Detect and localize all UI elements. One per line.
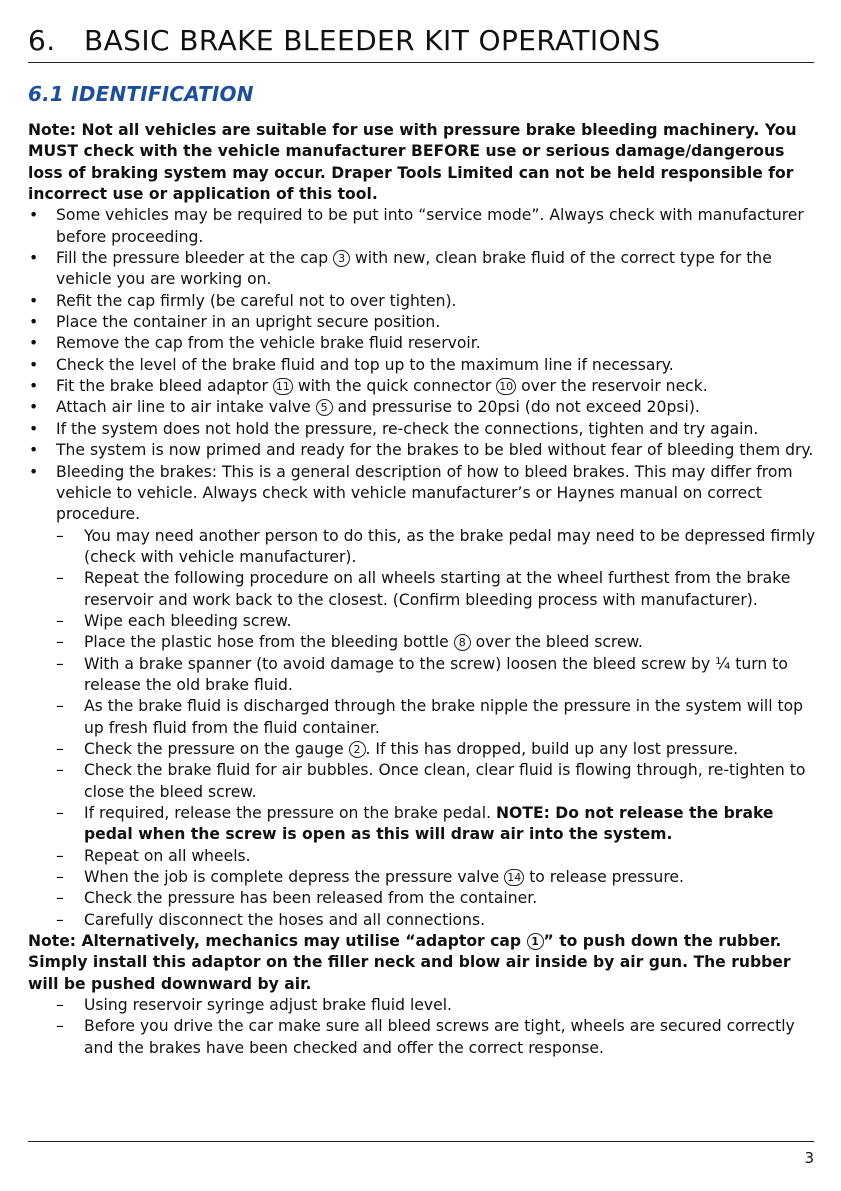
- callout-number: 1: [527, 933, 544, 950]
- text-segment: If required, release the pressure on the brake pedal.: [84, 804, 496, 822]
- step-item: [28, 867, 818, 888]
- text-segment: Fit the brake bleed adaptor: [56, 377, 273, 396]
- bullet-item: [28, 248, 818, 291]
- step-item: – Wipe each bleeding screw.: [28, 611, 818, 632]
- step-item: – With a brake spanner (to avoid damage to the screw) loosen the bleed screw by ¼ turn to release the old brake fluid.: [28, 654, 818, 697]
- page-title: [28, 24, 661, 57]
- bullet-item: • The system is now primed and ready for the brakes to be bled without fear of bleeding them dry.: [28, 440, 818, 461]
- final-steps: [28, 995, 818, 1059]
- callout-number: 8: [454, 634, 471, 651]
- section-title: BASIC BRAKE BLEEDER KIT OPERATIONS: [84, 24, 661, 57]
- callout-number: 14: [504, 869, 524, 886]
- callout-number: 5: [316, 399, 333, 416]
- callout-number: 3: [333, 250, 350, 267]
- alternative-note: [28, 931, 818, 995]
- procedure-bullets: [28, 205, 818, 525]
- bullet-item: [28, 397, 818, 418]
- text-segment: Fill the pressure bleeder at the cap: [56, 249, 334, 268]
- text-segment: Check the pressure on the gauge: [84, 739, 349, 758]
- text-segment: over the bleed screw.: [470, 633, 643, 652]
- text-segment: . If this has dropped, build up any lost pressure.: [365, 739, 739, 758]
- bullet-item: • If the system does not hold the pressure, re-check the connections, tighten and try again.: [28, 419, 818, 440]
- step-item: – Check the pressure has been released from the container.: [28, 888, 818, 909]
- text-segment: with the quick connector: [292, 377, 497, 396]
- document-body: [28, 120, 818, 1059]
- callout-number: 2: [349, 741, 366, 758]
- step-item: – Repeat the following procedure on all wheels starting at the wheel furthest from the brake reservoir and work back to the closest. (Confirm bleeding process with manufacturer).: [28, 568, 818, 611]
- text-segment: and pressurise to 20psi (do not exceed 20psi).: [332, 398, 700, 417]
- step-item: – Carefully disconnect the hoses and all connections.: [28, 910, 818, 931]
- title-divider: [28, 62, 814, 63]
- bullet-item: • Place the container in an upright secure position.: [28, 312, 818, 333]
- step-item: – Check the brake fluid for air bubbles. Once clean, clear fluid is flowing through, re-tighten to close the bleed screw.: [28, 760, 818, 803]
- bullet-item: • Check the level of the brake fluid and top up to the maximum line if necessary.: [28, 355, 818, 376]
- footer-divider: [28, 1141, 814, 1142]
- bullet-item: • Remove the cap from the vehicle brake fluid reservoir.: [28, 333, 818, 354]
- bullet-item: [28, 376, 818, 397]
- callout-number: 11: [273, 378, 293, 395]
- step-item: – Repeat on all wheels.: [28, 846, 818, 867]
- subsection-heading: 6.1 IDENTIFICATION: [28, 82, 254, 106]
- step-item: [28, 739, 818, 760]
- text-segment: Note: Alternatively, mechanics may utilise “adaptor cap: [28, 932, 527, 951]
- section-number: 6.: [28, 24, 56, 57]
- bullet-item: • Refit the cap firmly (be careful not to over tighten).: [28, 291, 818, 312]
- step-item: – You may need another person to do this, as the brake pedal may need to be depressed firmly (check with vehicle manufacturer).: [28, 526, 818, 569]
- bullet-item: • Bleeding the brakes: This is a general description of how to bleed brakes. This may differ from vehicle to vehicle. Always check with vehicle manufacturer’s or Haynes manual on correct procedure.: [28, 462, 818, 526]
- text-segment: Place the plastic hose from the bleeding bottle: [84, 633, 454, 652]
- text-segment: to release pressure.: [524, 868, 684, 887]
- page-number: 3: [804, 1149, 814, 1167]
- warning-note: Note: Not all vehicles are suitable for use with pressure brake bleeding machinery. You MUST check with the vehicle manufacturer BEFORE use or serious damage/dangerous loss of braking system may occur. Draper Tools Limited can not be held responsible for incorrect use or application of this tool.: [28, 121, 797, 204]
- bleeding-steps: [28, 526, 818, 932]
- step-item: – Using reservoir syringe adjust brake fluid level.: [28, 995, 818, 1016]
- bullet-item: • Some vehicles may be required to be put into “service mode”. Always check with manufacturer before proceeding.: [28, 205, 818, 248]
- text-segment: with new, clean brake fluid of the correct type for the vehicle you are working on.: [56, 249, 772, 289]
- step-item: [28, 632, 818, 653]
- text-segment: When the job is complete depress the pressure valve: [84, 868, 505, 887]
- step-item: – Before you drive the car make sure all bleed screws are tight, wheels are secured correctly and the brakes have been checked and offer the correct response.: [28, 1016, 818, 1059]
- text-segment: ” to push down the rubber. Simply install this adaptor on the filler neck and blow air inside by air gun. The rubber will be pushed downward by air.: [28, 932, 791, 993]
- text-segment: over the reservoir neck.: [516, 377, 708, 396]
- bold-warning: NOTE: Do not release the brake pedal when the screw is open as this will draw air into the system.: [84, 804, 774, 844]
- text-segment: Attach air line to air intake valve: [56, 398, 316, 417]
- callout-number: 10: [496, 378, 516, 395]
- step-item: [28, 803, 818, 846]
- step-item: – As the brake fluid is discharged through the brake nipple the pressure in the system will top up fresh fluid from the fluid container.: [28, 696, 818, 739]
